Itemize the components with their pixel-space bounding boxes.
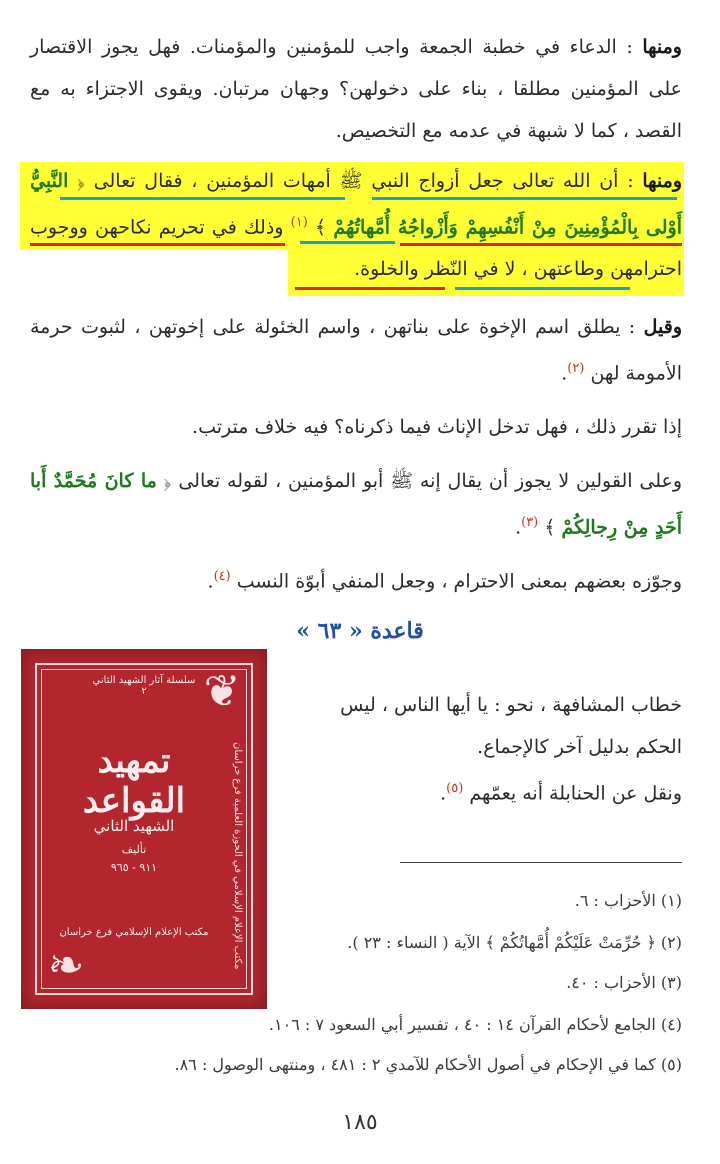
cover-years: ٩١١ - ٩٦٥ [110, 861, 158, 874]
cover-publisher: مكتب الإعلام الإسلامي فرع خراسان [59, 927, 209, 938]
cover-series: سلسلة آثار الشهيد الثاني ٢ [92, 675, 196, 697]
paragraph-line: خطاب المشافهة ، نحو : يا أيها الناس ، ليس [340, 694, 682, 716]
paragraph-6: وجوّزه بعضهم بمعنى الاحترام ، وجعل المنفي أبوّة النسب $^{(٤)}$. [207, 569, 682, 593]
footnote-marker: (١) [290, 215, 308, 230]
paragraph-line-with-note: ونقل عن الحنابلة أنه يعمّهم $^{(٥)}$. [440, 781, 682, 805]
page-number: ١٨٥ [342, 1110, 378, 1135]
cover-title: تمهيد القواعد [82, 741, 186, 821]
paragraph-4 [30, 406, 682, 448]
paragraph-text: : أن الله تعالى جعل أزواج النبي ﷺ أمهات المؤمنين ، فقال تعالى ﴿ [77, 170, 634, 192]
quran-verse: النَّبِيُّ أَوْلى بِالْمُؤْمِنِينَ مِنْ أَنْفُسِهِمْ وَأَزْواجُهُ أُمَّهاتُهُمْ [30, 170, 682, 239]
quran-verse: ما كانَ مُحَمَّدٌ أَبا أَحَدٍ مِنْ رِجالِكُمْ [30, 470, 682, 539]
paragraph-lead: ومنها [642, 36, 682, 58]
paragraph-text: وجوّزه بعضهم بمعنى الاحترام ، وجعل المنفي أبوّة النسب [236, 570, 682, 593]
ornament-icon: ❦ [203, 666, 241, 717]
footnote-3: (٣) الأحزاب : ٤٠. [566, 973, 682, 992]
cover-sub: تأليف [121, 843, 147, 856]
footnote-separator [400, 862, 682, 863]
verse-bracket: ﴾ [544, 516, 556, 539]
blue-underline [372, 197, 677, 200]
footnote-marker: (٥) [446, 781, 464, 796]
paragraph-text: وعلى القولين لا يجوز أن يقال إنه ﷺ أبو المؤمنين ، لقوله تعالى ﴿ [163, 470, 682, 492]
footnote-1: (١) الأحزاب : ٦. [574, 891, 682, 910]
verse-bracket: ﴾ [315, 216, 327, 239]
footnote-marker: (٢) [567, 361, 585, 376]
footnote-marker: (٣) [521, 515, 539, 530]
paragraph-text: : الدعاء في خطبة الجمعة واجب للمؤمنين والمؤمنات. فهل يجوز الاقتصار على المؤمنين مطلقا ، بناء على دخولهن؟ وجهان مرتبان. ويقوى الاجتزاء به مع القصد ، كما لا شبهة في عدمه مع التخصيص. [30, 36, 682, 142]
blue-underline [455, 287, 630, 290]
paragraph-3: وقيل : يطلق اسم الإخوة على بناتهن ، واسم الخئولة على إخوتهن ، لثبوت حرمة الأمومة لهن $^{(٢)}$. [30, 316, 682, 385]
paragraph-text: وذلك في تحريم نكاحهن ووجوب احترامهن وطاعتهن ، لا في النّظر والخلوة. [30, 216, 682, 281]
cover-author: الشهيد الثاني [93, 817, 175, 835]
paragraph-text: : يطلق اسم الإخوة على بناتهن ، واسم الخئولة على إخوتهن ، لثبوت حرمة الأمومة لهن [30, 316, 682, 385]
ornament-icon: ❧ [47, 940, 85, 991]
cover-spine-text: مكتب الإعلام الإسلامي في الحوزة العلمية فرع خراسان [232, 741, 243, 969]
paragraph-2-highlighted [30, 160, 682, 290]
paragraph-5: وعلى القولين لا يجوز أن يقال إنه ﷺ أبو المؤمنين ، لقوله تعالى ﴿ ما كانَ مُحَمَّدٌ أَبا أَحَدٍ مِنْ رِجالِكُمْ ﴾ $^{(٣)}$. [30, 470, 682, 539]
paragraph-text: إذا تقرر ذلك ، فهل تدخل الإناث فيما ذكرناه؟ فيه خلاف مترتب. [192, 416, 682, 438]
footnote-5: (٥) كما في الإحكام في أصول الأحكام للآمدي ٢ : ٤٨١ ، ومنتهى الوصول : ٨٦. [174, 1055, 682, 1074]
blue-underline [300, 241, 395, 244]
blue-underline [60, 197, 345, 200]
paragraph-lead: ومنها [642, 170, 682, 192]
section-heading: قاعدة « ٦٣ » [296, 618, 424, 644]
red-underline [30, 243, 285, 246]
footnote-4: (٤) الجامع لأحكام القرآن ١٤ : ٤٠ ، تفسير أبي السعود ٧ : ١٠٦. [268, 1015, 682, 1034]
paragraph-7 [280, 684, 682, 814]
paragraph-lead: وقيل [643, 316, 682, 338]
footnote-2: (٢) ﴿ حُرِّمَتْ عَلَيْكُمْ أُمَّهاتُكُمْ ﴾ الآية ( النساء : ٢٣ ). [347, 933, 682, 952]
red-underline [295, 287, 445, 290]
paragraph-line: الحكم بدليل آخر كالإجماع. [477, 736, 682, 758]
paragraph-1 [30, 26, 682, 152]
red-underline [400, 243, 682, 246]
footnote-marker: (٤) [213, 569, 231, 584]
